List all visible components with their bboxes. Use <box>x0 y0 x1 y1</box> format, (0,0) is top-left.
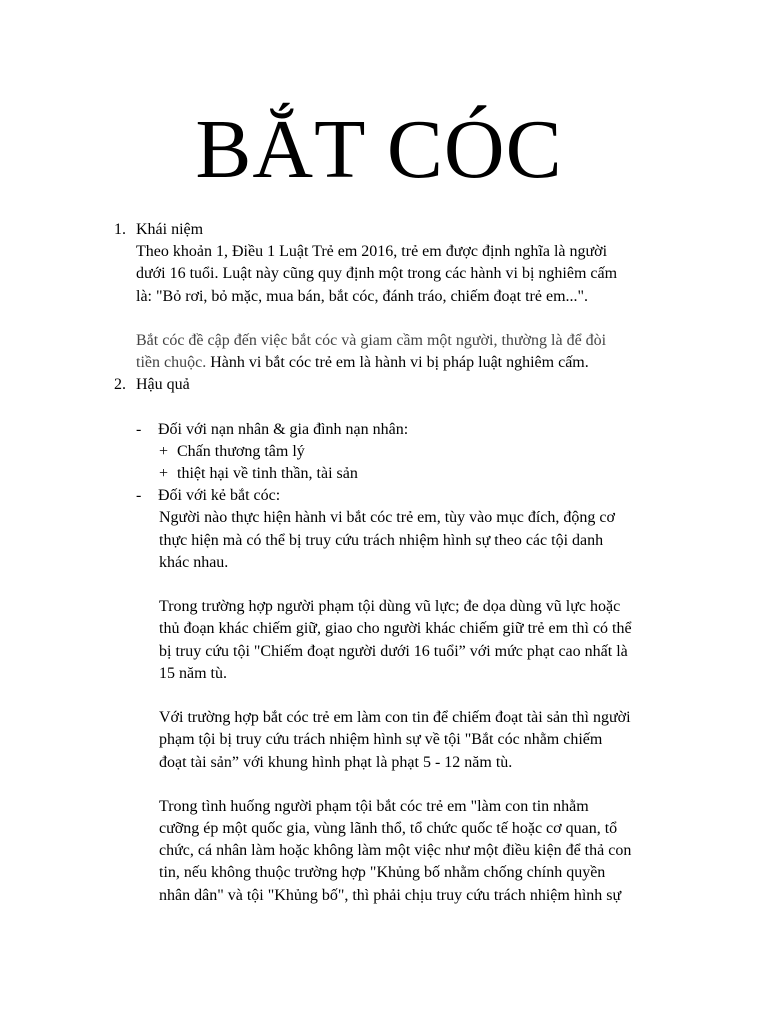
sub-list-item <box>0 441 768 463</box>
sub-list-text: thiệt hại về tinh thần, tài sản <box>177 465 358 483</box>
paragraph-text: Bắt cóc đề cập đến việc bắt cóc và giam cầm một người, thường là để đòi <box>136 331 607 349</box>
paragraph-text <box>136 352 589 374</box>
paragraph-text: khác nhau. <box>159 553 229 571</box>
paragraph-text: dưới 16 tuổi. Luật này cũng quy định một trong các hành vi bị nghiêm cấm <box>136 265 618 283</box>
paragraph-text: Trong tình huống người phạm tội bắt cóc trẻ em "làm con tin nhằm <box>159 797 589 815</box>
paragraph-line <box>0 862 768 884</box>
paragraph-line <box>0 241 768 263</box>
list-label: Đối với nạn nhân & gia đình nạn nhân: <box>158 420 409 438</box>
sub-list-item <box>0 463 768 485</box>
plus-bullet: + <box>159 465 169 483</box>
paragraph-text: chức, cá nhân làm hoặc không làm một việc như một điều kiện để thả con <box>159 842 632 860</box>
blank-line <box>0 574 768 596</box>
section-number: 1. <box>114 221 126 238</box>
paragraph-line <box>0 663 768 685</box>
section-2-heading-line <box>0 374 768 396</box>
list-label: Đối với kẻ bắt cóc: <box>158 487 281 505</box>
paragraph-line <box>0 752 768 774</box>
paragraph-line <box>0 818 768 840</box>
paragraph-line <box>0 707 768 729</box>
section-number: 2. <box>114 376 126 394</box>
plus-bullet: + <box>159 442 169 460</box>
section-heading: Hậu quả <box>136 376 190 394</box>
paragraph-text: thực hiện mà có thể bị truy cứu trách nhiệm hình sự theo các tội danh <box>159 531 604 549</box>
blank-line <box>0 774 768 796</box>
paragraph-text: đoạt tài sản” với khung hình phạt là phạt 5 - 12 năm tù. <box>159 753 513 771</box>
paragraph-text: tin, nếu không thuộc trường hợp "Khủng bố nhằm chống chính quyền <box>159 864 606 882</box>
section-1-heading-line <box>0 219 768 241</box>
paragraph-text: phạm tội bị truy cứu trách nhiệm hình sự về tội "Bắt cóc nhằm chiếm <box>159 731 603 749</box>
kidnapper-item <box>0 485 768 507</box>
sub-list-text: Chấn thương tâm lý <box>177 442 305 460</box>
paragraph-line <box>0 618 768 640</box>
paragraph-text-gray: tiền chuộc. <box>136 354 207 372</box>
paragraph-text-rest: Hành vi bắt cóc trẻ em là hành vi bị pháp luật nghiêm cấm. <box>206 354 589 372</box>
blank-line <box>0 685 768 707</box>
paragraph-line <box>0 729 768 751</box>
paragraph-line <box>0 286 768 308</box>
paragraph-text: cưỡng ép một quốc gia, vùng lãnh thổ, tổ chức quốc tế hoặc cơ quan, tổ <box>159 820 618 838</box>
blank-line <box>0 397 768 419</box>
paragraph-line <box>0 641 768 663</box>
paragraph-line <box>0 352 768 374</box>
paragraph-line <box>0 796 768 818</box>
paragraph-text: Theo khoản 1, Điều 1 Luật Trẻ em 2016, trẻ em được định nghĩa là người <box>136 243 608 261</box>
paragraph-line <box>0 263 768 285</box>
paragraph-text: Với trường hợp bắt cóc trẻ em làm con tin để chiếm đoạt tài sản thì người <box>159 709 631 727</box>
blank-line <box>0 308 768 330</box>
paragraph-line <box>0 507 768 529</box>
paragraph-text: Trong trường hợp người phạm tội dùng vũ lực; đe dọa dùng vũ lực hoặc <box>159 598 621 616</box>
paragraph-text: Người nào thực hiện hành vi bắt cóc trẻ em, tùy vào mục đích, động cơ <box>159 509 615 527</box>
dash-bullet: - <box>136 487 142 505</box>
paragraph-text: nhân dân" và tội "Khủng bố", thì phải chịu truy cứu trách nhiệm hình sự <box>159 886 622 904</box>
paragraph-line <box>0 530 768 552</box>
paragraph-line <box>0 552 768 574</box>
paragraph-text: 15 năm tù. <box>159 664 227 682</box>
paragraph-text: thủ đoạn khác chiếm giữ, giao cho người khác chiếm giữ trẻ em thì có thể <box>159 620 632 638</box>
paragraph-line <box>0 885 768 907</box>
victims-item <box>0 419 768 441</box>
dash-bullet: - <box>136 420 142 438</box>
paragraph-line <box>0 596 768 618</box>
paragraph-line <box>0 330 768 352</box>
page-title: BẮT CÓC <box>195 103 563 196</box>
document-body <box>0 219 768 907</box>
paragraph-text: bị truy cứu tội "Chiếm đoạt người dưới 16 tuổi” với mức phạt cao nhất là <box>159 642 628 660</box>
paragraph-line <box>0 840 768 862</box>
paragraph-text: là: "Bỏ rơi, bỏ mặc, mua bán, bắt cóc, đánh tráo, chiếm đoạt trẻ em...". <box>136 287 589 305</box>
section-heading: Khái niệm <box>136 221 204 238</box>
